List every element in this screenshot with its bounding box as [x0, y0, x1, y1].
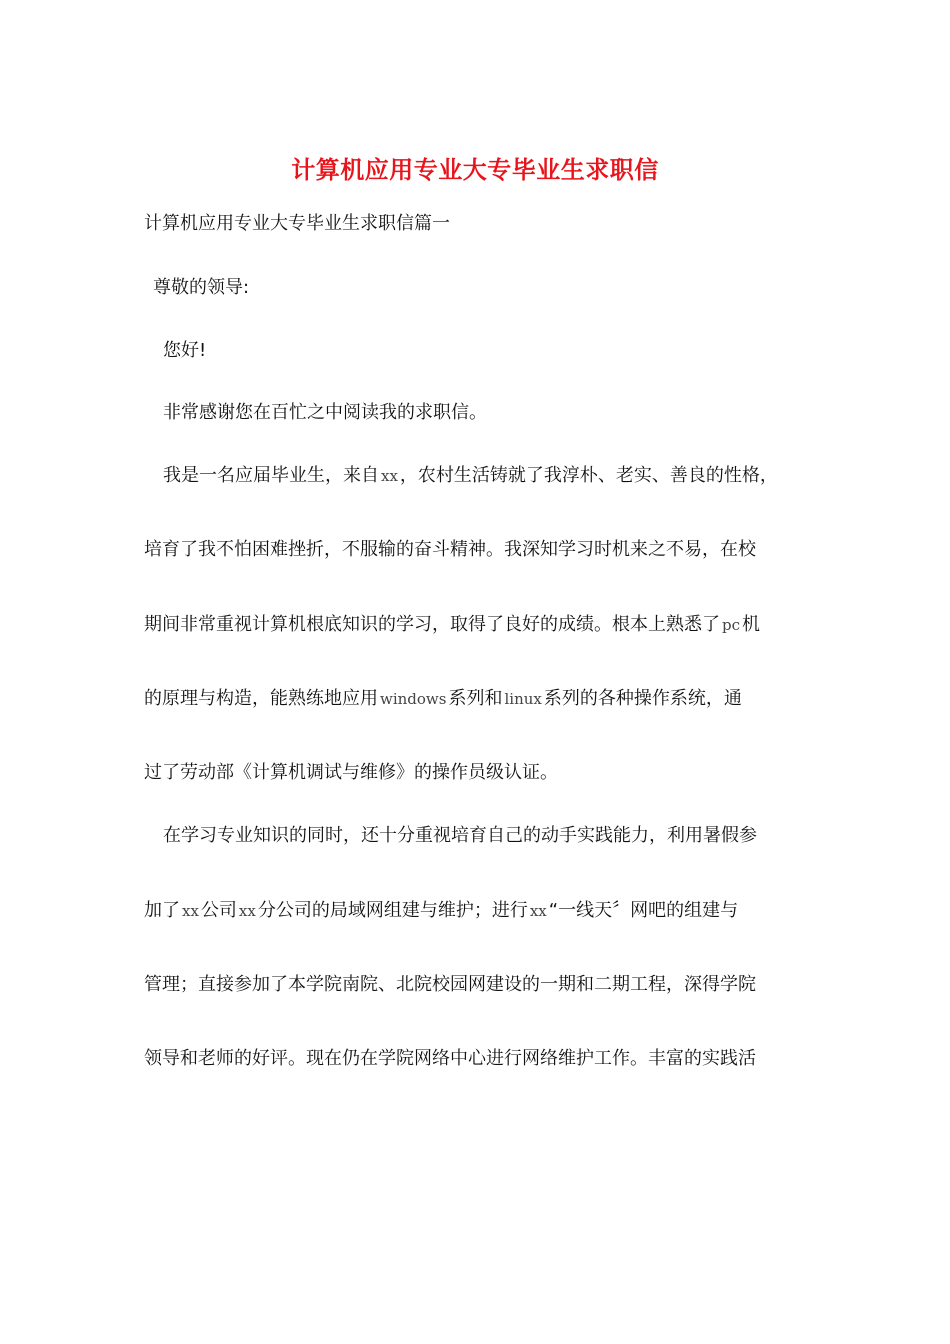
paragraph-2-line-3: 管理；直接参加了本学院南院、北院校园网建设的一期和二期工程，深得学院	[144, 974, 756, 995]
text-run: 系列和	[448, 688, 503, 709]
text-run: 加了	[144, 900, 180, 921]
text-run: 我是一名应届毕业生，来自	[163, 465, 379, 486]
paragraph-1-line-1	[163, 464, 778, 488]
text-run: 期间非常重视计算机根底知识的学习，取得了良好的成绩。根本上熟悉了	[144, 614, 720, 635]
section-heading: 计算机应用专业大专毕业生求职信篇一	[144, 213, 450, 234]
text-run-latin: windows	[380, 690, 447, 708]
text-run-latin: xx	[529, 902, 547, 920]
text-run: 机	[742, 614, 761, 635]
salutation: 尊敬的领导:	[153, 277, 250, 298]
thanks-line: 非常感谢您在百忙之中阅读我的求职信。	[163, 402, 487, 423]
document-title: 计算机应用专业大专毕业生求职信	[291, 155, 659, 184]
paragraph-1-line-3	[144, 613, 760, 637]
text-run: ，农村生活铸就了我淳朴、老实、善良的性格，	[399, 465, 778, 486]
paragraph-1-line-5: 过了劳动部《计算机调试与维修》的操作员级认证。	[144, 762, 558, 783]
text-run: 公司	[200, 900, 237, 921]
text-run: 分公司的局域网组建与维护；进行	[257, 900, 528, 921]
text-run-latin: xx	[381, 467, 398, 485]
text-run-latin: xx	[182, 902, 199, 920]
greeting: 您好!	[163, 340, 207, 361]
paragraph-2-line-2	[144, 899, 738, 923]
text-run: 系列的各种操作系统，通	[543, 688, 742, 709]
text-run: “一线天〞网吧的组建与	[548, 900, 739, 921]
text-run: 的原理与构造，能熟练地应用	[144, 688, 378, 709]
text-run-latin: xx	[238, 902, 256, 920]
paragraph-1-line-4	[144, 687, 742, 711]
text-run-latin: linux	[504, 690, 542, 708]
paragraph-2-line-1: 在学习专业知识的同时，还十分重视培育自己的动手实践能力，利用暑假参	[163, 825, 757, 846]
paragraph-1-line-2: 培育了我不怕困难挫折，不服输的奋斗精神。我深知学习时机来之不易，在校	[144, 539, 756, 560]
paragraph-2-line-4: 领导和老师的好评。现在仍在学院网络中心进行网络维护工作。丰富的实践活	[144, 1048, 756, 1069]
text-run-latin: pc	[722, 616, 741, 634]
